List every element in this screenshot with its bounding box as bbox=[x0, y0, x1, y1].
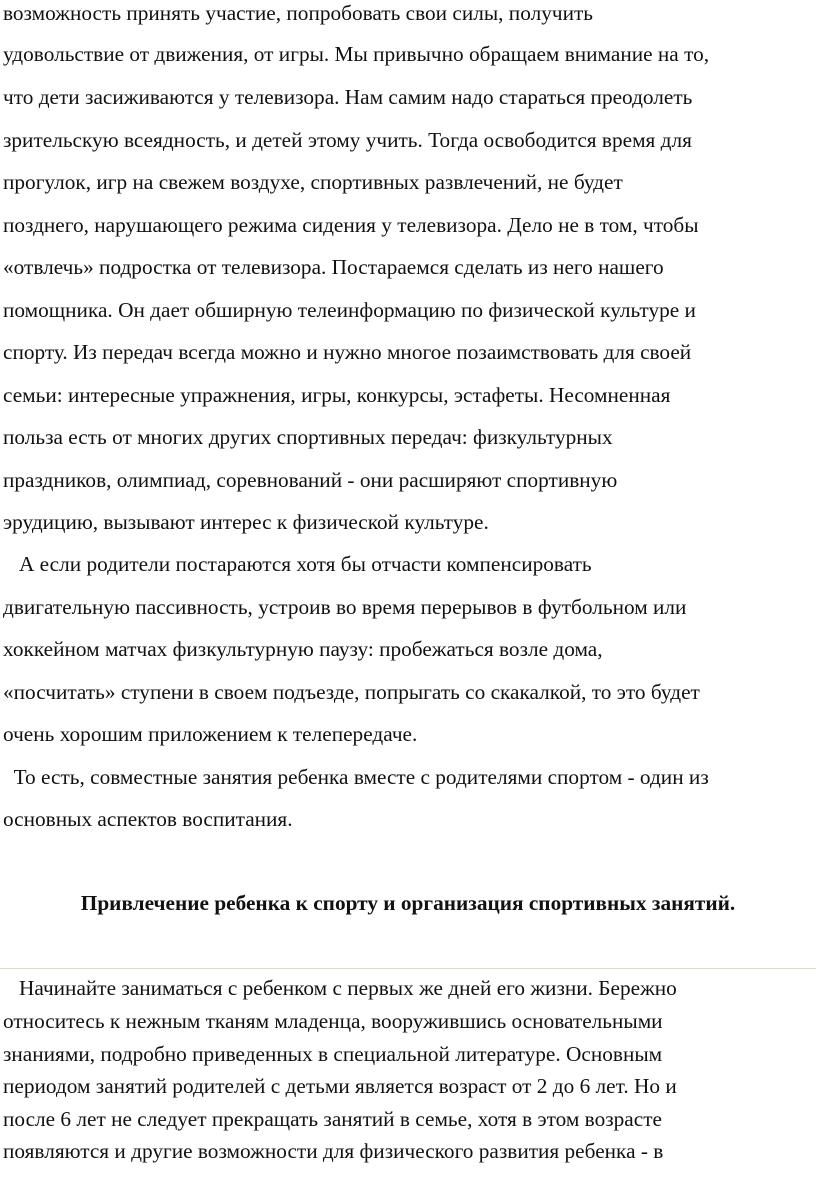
text-line: знаниями, подробно приведенных в специальной литературе. Основным bbox=[3, 1042, 663, 1066]
text-line: двигательную пассивность, устроив во время перерывов в футбольном или bbox=[3, 595, 687, 619]
text-line: позднего, нарушающего режима сидения у телевизора. Дело не в том, чтобы bbox=[3, 213, 699, 237]
text-line: относитесь к нежным тканям младенца, вооружившись основательными bbox=[3, 1009, 663, 1033]
text-line: «отвлечь» подростка от телевизора. Постараемся сделать из него нашего bbox=[3, 255, 664, 279]
text-line: что дети засиживаются у телевизора. Нам самим надо стараться преодолеть bbox=[3, 85, 693, 109]
text-line: периодом занятий родителей с детьми является возраст от 2 до 6 лет. Но и bbox=[3, 1074, 677, 1098]
text-line: А если родители постараются хотя бы отчасти компенсировать bbox=[3, 552, 592, 576]
text-line: удовольствие от движения, от игры. Мы привычно обращаем внимание на то, bbox=[3, 42, 710, 66]
text-line: польза есть от многих других спортивных передач: физкультурных bbox=[3, 425, 613, 449]
text-line: семьи: интересные упражнения, игры, конкурсы, эстафеты. Несомненная bbox=[3, 383, 671, 407]
text-line: помощника. Он дает обширную телеинформацию по физической культуре и bbox=[3, 298, 696, 322]
text-line: основных аспектов воспитания. bbox=[3, 807, 293, 831]
text-line: появляются и другие возможности для физического развития ребенка - в bbox=[3, 1139, 664, 1163]
text-line: возможность принять участие, попробовать свои силы, получить bbox=[3, 1, 593, 25]
text-line: прогулок, игр на свежем воздухе, спортивных развлечений, не будет bbox=[3, 170, 623, 194]
text-line: То есть, совместные занятия ребенка вместе с родителями спортом - один из bbox=[3, 765, 709, 789]
text-line: праздников, олимпиад, соревнований - они расширяют спортивную bbox=[3, 468, 618, 492]
text-line: эрудицию, вызывают интерес к физической культуре. bbox=[3, 510, 489, 534]
text-line: Начинайте заниматься с ребенком с первых же дней его жизни. Бережно bbox=[3, 976, 677, 1000]
section-divider bbox=[0, 968, 816, 969]
text-line: зрительскую всеядность, и детей этому учить. Тогда освободится время для bbox=[3, 128, 692, 152]
text-line: после 6 лет не следует прекращать занятий в семье, хотя в этом возрасте bbox=[3, 1107, 662, 1131]
section-heading: Привлечение ребенка к спорту и организация спортивных занятий. bbox=[80, 891, 736, 915]
text-line: «посчитать» ступени в своем подъезде, попрыгать со скакалкой, то это будет bbox=[3, 680, 700, 704]
text-line: хоккейном матчах физкультурную паузу: пробежаться возле дома, bbox=[3, 637, 603, 661]
text-line: очень хорошим приложением к телепередаче. bbox=[3, 722, 418, 746]
text-line: спорту. Из передач всегда можно и нужно многое позаимствовать для своей bbox=[3, 340, 692, 364]
